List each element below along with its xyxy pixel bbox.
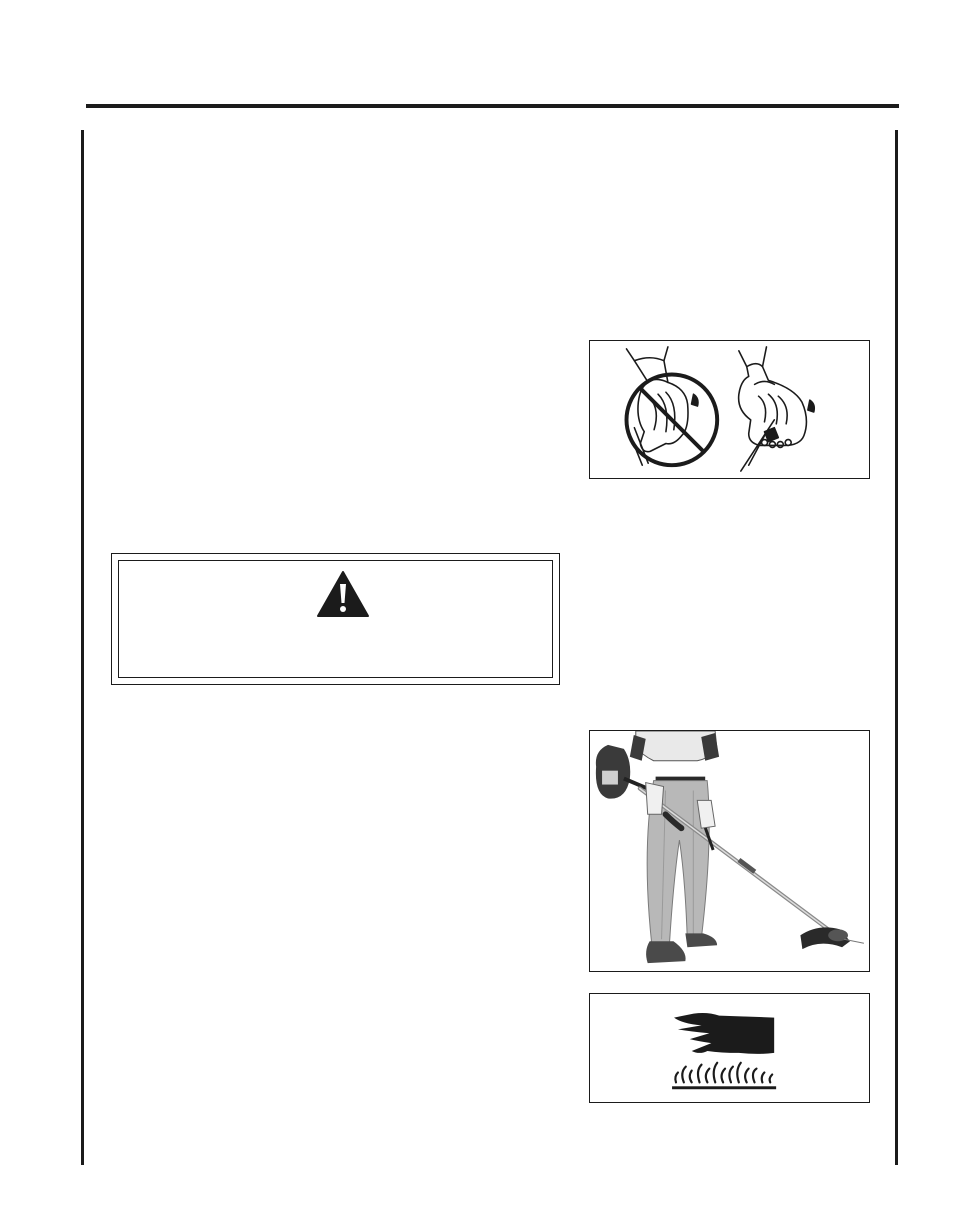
hot-surface-figure bbox=[589, 993, 870, 1103]
hot-surface-hand-icon bbox=[590, 994, 869, 1102]
warning-box-inner bbox=[118, 560, 553, 678]
operator-figure bbox=[589, 730, 870, 972]
grip-figure bbox=[589, 340, 870, 479]
operator-with-trimmer-icon bbox=[590, 731, 869, 971]
firm-grip-hand-icon bbox=[739, 347, 815, 471]
page-right-rule bbox=[895, 130, 898, 1165]
warning-triangle-icon bbox=[316, 570, 370, 618]
warning-box bbox=[111, 553, 560, 685]
grip-illustration bbox=[590, 341, 869, 478]
page-left-rule bbox=[81, 130, 84, 1165]
page-top-rule bbox=[86, 104, 899, 108]
prohibited-circle-icon bbox=[627, 375, 718, 466]
